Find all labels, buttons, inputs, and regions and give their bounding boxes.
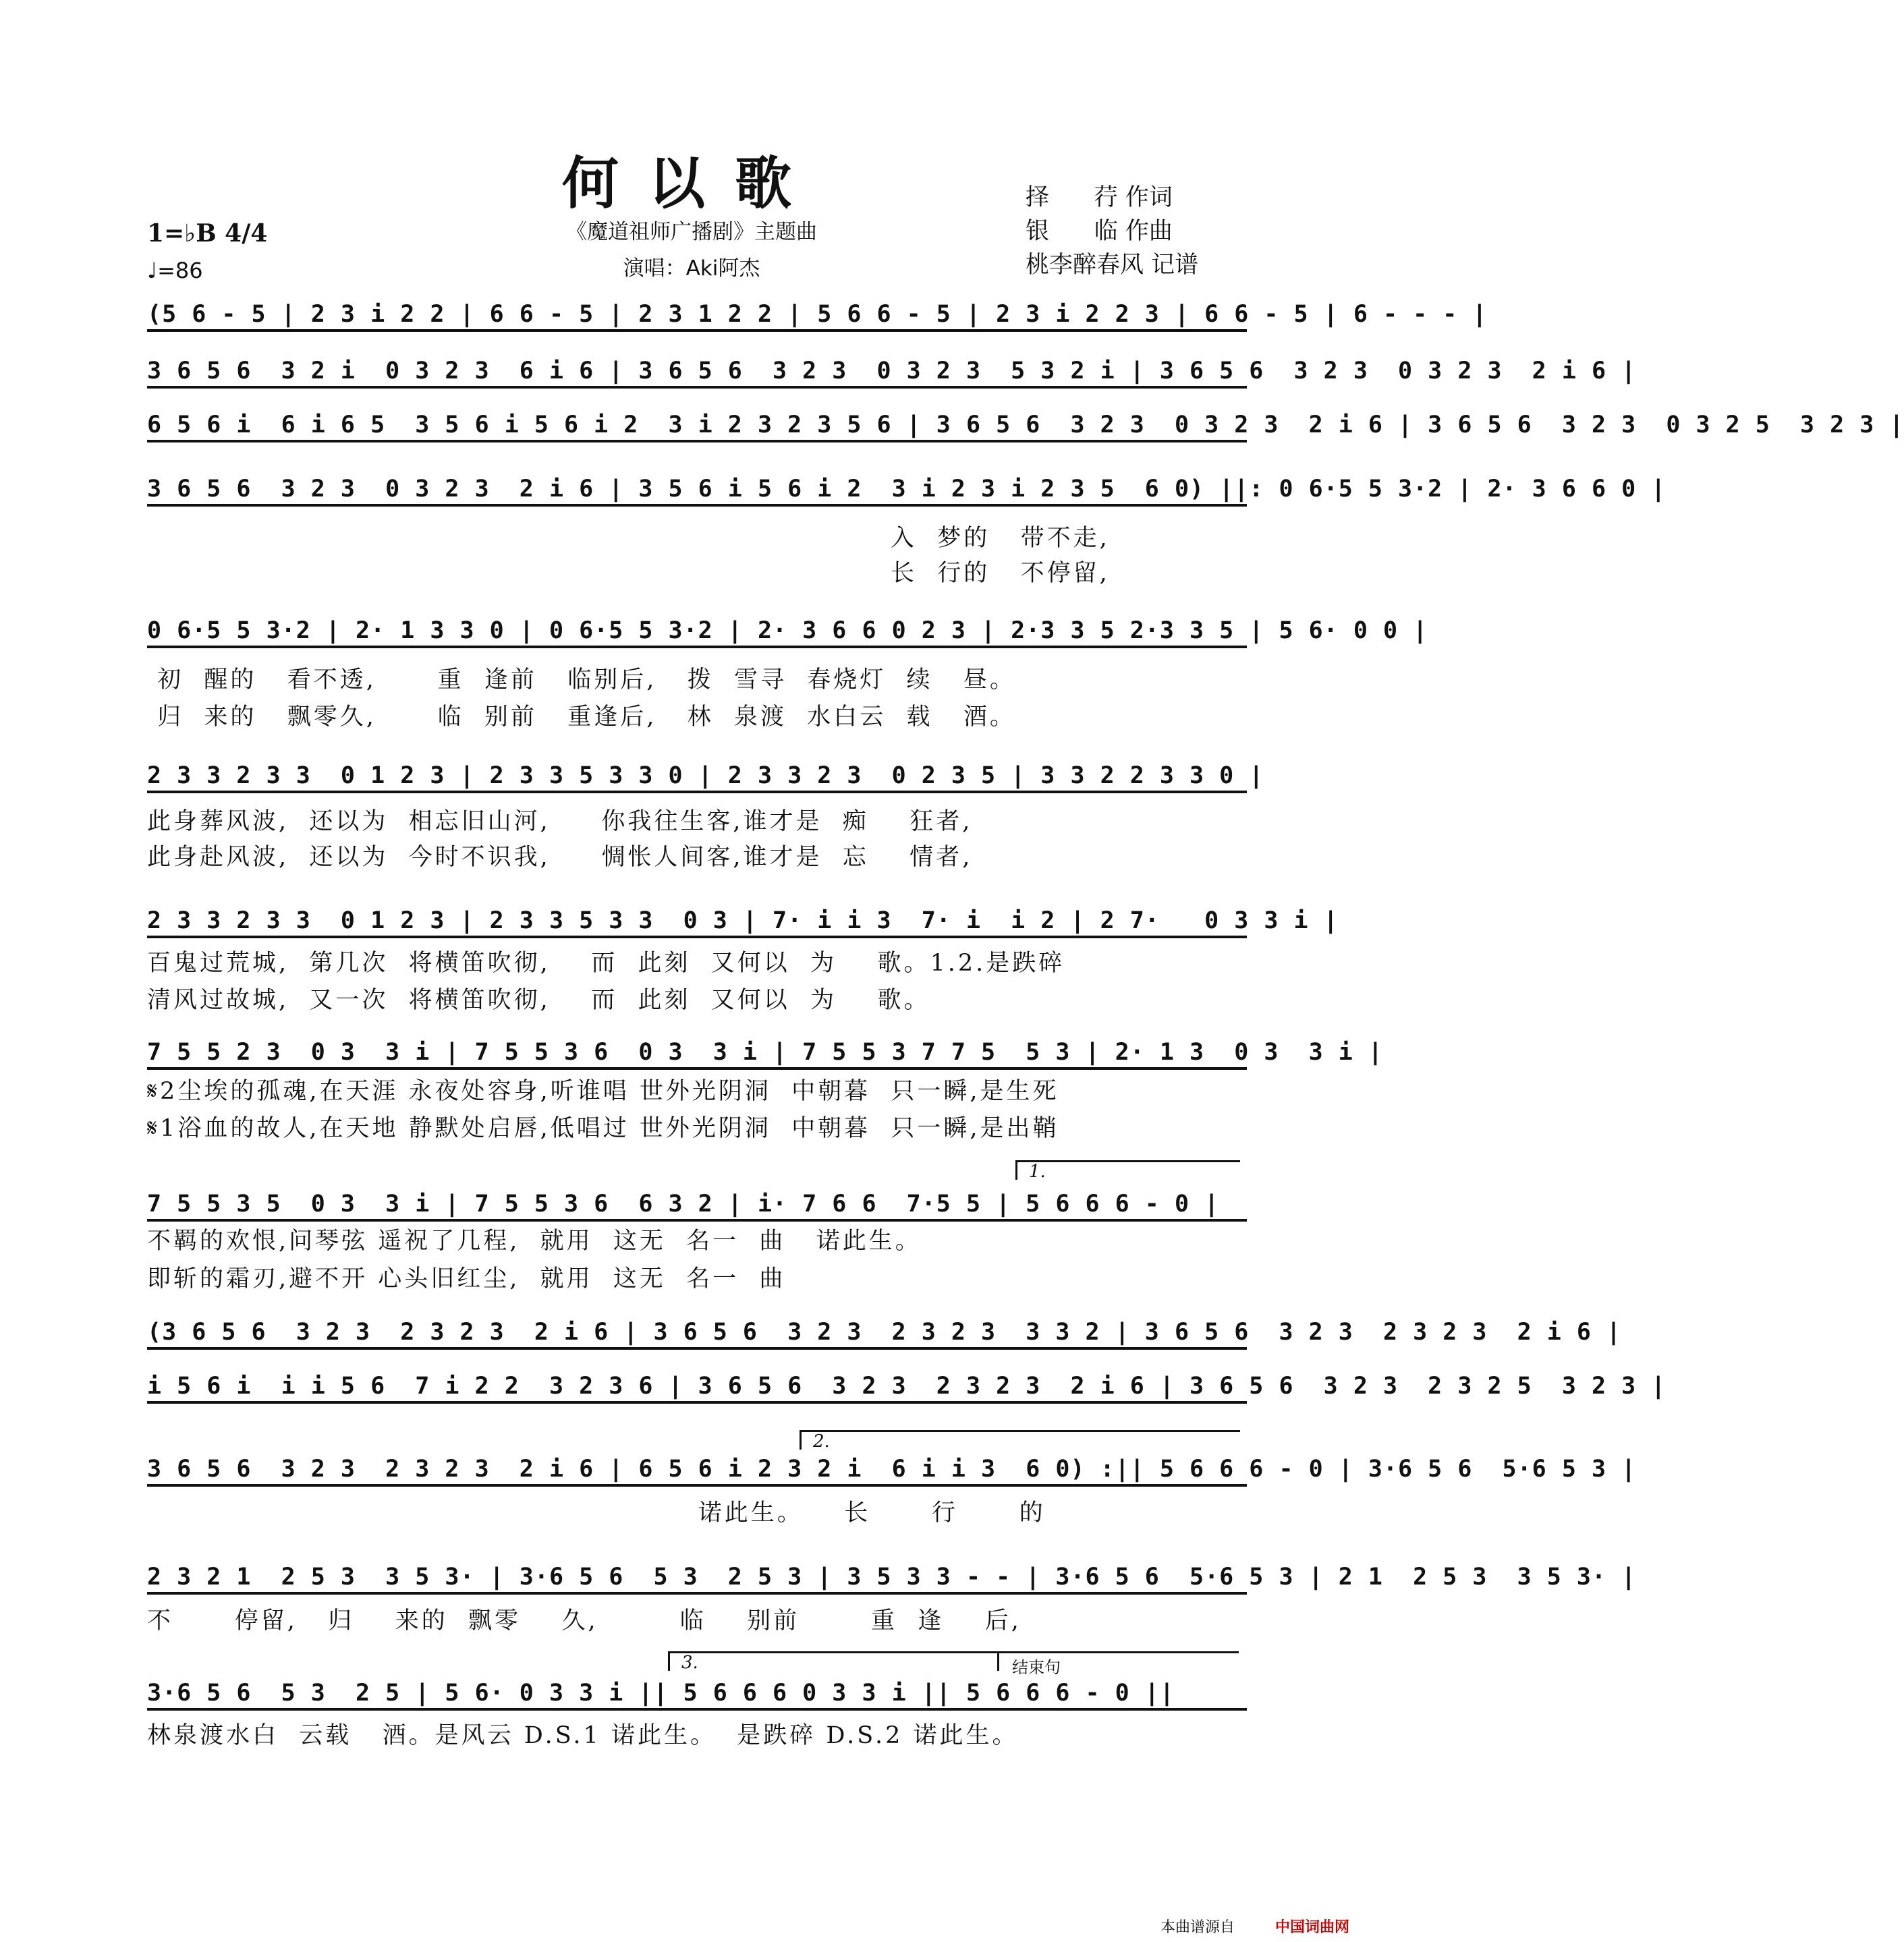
lyric-line-5b: 归 来的 飘零久, 临 别前 重逢后, 林 泉渡 水白云 载 酒。	[147, 704, 1016, 731]
lyric-line-6a: 此身葬风波, 还以为 相忘旧山河, 你我往生客,谁才是 痴 狂者,	[147, 808, 973, 835]
side-watermark-left	[1, 0, 11, 1942]
lyric-line-7b: 清风过故城, 又一次 将横笛吹彻, 而 此刻 又何以 为 歌。	[147, 987, 930, 1014]
lyric-line-5a: 初 醒的 看不透, 重 逢前 临别后, 拨 雪寻 春烧灯 续 昼。	[147, 666, 1016, 693]
lyric-line-12: 诺此生。 长 行 的	[147, 1500, 1046, 1526]
song-title: 何以歌	[561, 150, 821, 217]
score-system-8: 7 5 5 2 3 0 3 3 i | 7 5 5 3 6 0 3 3 i | 7 5 5 3 7 7 5 5 3 | 2· 1 3 0 3 3 i |	[147, 1039, 1247, 1070]
side-watermark-right	[1372, 0, 1382, 1942]
score-system-6: 2 3 3 2 3 3 0 1 2 3 | 2 3 3 5 3 3 0 | 2 3 3 2 3 0 2 3 5 | 3 3 2 2 3 3 0 |	[147, 762, 1247, 793]
lyric-line-7a: 百鬼过荒城, 第几次 将横笛吹彻, 而 此刻 又何以 为 歌。1.2.是跌碎	[147, 950, 1065, 977]
lyric-line-8b: 𝄋1浴血的故人,在天地 静默处启唇,低唱过 世外光阴洞 中朝暮 只一瞬,是出鞘	[147, 1115, 1059, 1142]
score-system-11: i 5 6 i i i 5 6 7 i 2 2 3 2 3 6 | 3 6 5 6 3 2 3 2 3 2 3 2 i 6 | 3 6 5 6 3 2 3 2 3 2 5 3 2 3 |	[147, 1373, 1247, 1404]
score-system-14: 3·6 5 6 5 3 2 5 | 5 6· 0 3 3 i || 5 6 6 6 0 3 3 i || 5 6 6 6 - 0 ||	[147, 1680, 1247, 1711]
score-system-1: (5 6 - 5 | 2 3 i 2 2 | 6 6 - 5 | 2 3 1 2 2 | 5 6 6 - 5 | 2 3 i 2 2 3 | 6 6 - 5 | 6 - - - |	[147, 301, 1247, 332]
score-system-13: 2 3 2 1 2 5 3 3 5 3· | 3·6 5 6 5 3 2 5 3 | 3 5 3 3 - - | 3·6 5 6 5·6 5 3 | 2 1 2 5 3 3 5 3· |	[147, 1564, 1247, 1595]
lyricist-credit: 择 荇 作词	[1026, 184, 1173, 211]
score-system-7: 2 3 3 2 3 3 0 1 2 3 | 2 3 3 5 3 3 0 3 | 7· i i 3 7· i i 2 | 2 7· 0 3 3 i |	[147, 907, 1247, 938]
lyric-line-9b: 即斩的霜刃,避不开 心头旧红尘, 就用 这无 名一 曲	[147, 1265, 786, 1292]
score-system-10: (3 6 5 6 3 2 3 2 3 2 3 2 i 6 | 3 6 5 6 3 2 3 2 3 2 3 3 3 2 | 3 6 5 6 3 2 3 2 3 2 3 2 i 6 |	[147, 1319, 1247, 1350]
lyric-line-14: 林泉渡水白 云载 酒。是风云 D.S.1 诺此生。 是跌碎 D.S.2 诺此生。	[147, 1722, 1019, 1749]
singer-credit: 演唱：Aki阿杰	[623, 256, 760, 281]
third-ending-bracket	[668, 1651, 997, 1671]
footer-site-link[interactable]: 中国词曲网	[1275, 1919, 1350, 1936]
second-ending-bracket	[800, 1430, 1240, 1450]
lyric-line-8a: 𝄋2尘埃的孤魂,在天涯 永夜处容身,听谁唱 世外光阴洞 中朝暮 只一瞬,是生死	[147, 1078, 1059, 1105]
lyric-line-9a: 不羁的欢恨,问琴弦 遥祝了几程, 就用 这无 名一 曲 诺此生。	[147, 1228, 922, 1255]
key-signature: 1=♭B 4/4	[147, 219, 268, 248]
tempo-marking: ♩=86	[147, 258, 203, 283]
score-system-2: 3 6 5 6 3 2 i 0 3 2 3 6 i 6 | 3 6 5 6 3 2 3 0 3 2 3 5 3 2 i | 3 6 5 6 3 2 3 0 3 2 3 2 i 6 |	[147, 358, 1247, 389]
song-subtitle: 《魔道祖师广播剧》主题曲	[566, 220, 817, 244]
lyric-line-13: 不 停留, 归 来的 飘零 久, 临 别前 重 逢 后,	[147, 1607, 1021, 1634]
transcriber-credit: 桃李醉春风 记谱	[1026, 252, 1199, 279]
composer-credit: 银 临 作曲	[1026, 218, 1173, 245]
third-ending-label: 3.	[681, 1653, 698, 1673]
first-ending-bracket	[1015, 1160, 1240, 1180]
lyric-line-4b: 长 行的 不停留,	[891, 560, 1110, 587]
lyric-line-4a: 入 梦的 带不走,	[891, 525, 1110, 552]
score-system-9: 7 5 5 3 5 0 3 3 i | 7 5 5 3 6 6 3 2 | i· 7 6 6 7·5 5 | 5 6 6 6 - 0 |	[147, 1191, 1247, 1222]
coda-label: 结束句	[1012, 1658, 1061, 1677]
score-system-3: 6 5 6 i 6 i 6 5 3 5 6 i 5 6 i 2 3 i 2 3 2 3 5 6 | 3 6 5 6 3 2 3 0 3 2 3 2 i 6 | 3 6 5 6 3 2 3 0 3 2 5 3 2 3 |	[147, 411, 1247, 442]
score-system-4: 3 6 5 6 3 2 3 0 3 2 3 2 i 6 | 3 5 6 i 5 6 i 2 3 i 2 3 i 2 3 5 6 0) ||: 0 6·5 5 3·2 | 2· 3 6 6 0 |	[147, 476, 1247, 507]
first-ending-label: 1.	[1029, 1162, 1046, 1182]
score-system-12: 3 6 5 6 3 2 3 2 3 2 3 2 i 6 | 6 5 6 i 2 3 2 i 6 i i 3 6 0) :|| 5 6 6 6 - 0 | 3·6 5 6 5·6 5 3 |	[147, 1456, 1247, 1487]
second-ending-label: 2.	[813, 1431, 830, 1452]
footer-source-text: 本曲谱源自	[1160, 1919, 1235, 1936]
credits-block	[1026, 181, 1198, 282]
score-system-5: 0 6·5 5 3·2 | 2· 1 3 3 0 | 0 6·5 5 3·2 | 2· 3 6 6 0 2 3 | 2·3 3 5 2·3 3 5 | 5 6· 0 0 |	[147, 617, 1247, 648]
lyric-line-6b: 此身赴风波, 还以为 今时不识我, 惆怅人间客,谁才是 忘 情者,	[147, 844, 973, 871]
